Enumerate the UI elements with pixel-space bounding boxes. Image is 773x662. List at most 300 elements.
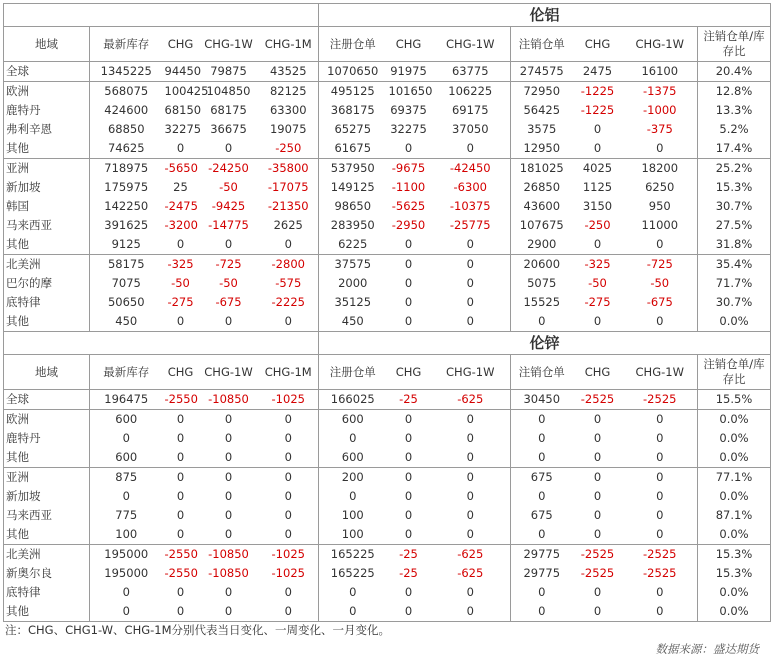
table-cell: 0	[623, 468, 698, 488]
table-cell: 0	[593, 431, 602, 445]
table-cell: 71.7%	[698, 274, 771, 293]
table-cell: 15.3%	[698, 178, 771, 197]
table-cell: -50	[588, 276, 607, 290]
zinc-header-row	[4, 355, 771, 390]
table-row	[4, 390, 771, 410]
table-cell: -725	[199, 255, 259, 275]
table-cell: 0	[404, 527, 413, 541]
table-cell: 391625	[104, 218, 149, 232]
table-cell: -10375	[431, 197, 511, 216]
table-cell: 675	[530, 508, 553, 522]
table-cell: 0	[538, 585, 546, 599]
table-cell: 0	[593, 508, 602, 522]
table-cell: -1225	[573, 82, 623, 102]
row-label: 韩国	[4, 197, 90, 216]
table-cell: 0.0%	[698, 602, 771, 622]
table-cell: 0	[122, 431, 130, 445]
aluminium-title-row	[4, 4, 771, 27]
table-cell: 15.3%	[698, 564, 771, 583]
table-cell: 91975	[387, 62, 431, 82]
column-header: CHG	[395, 36, 422, 51]
table-cell: 0	[199, 468, 259, 488]
table-cell: 0	[538, 450, 546, 464]
table-cell: -625	[431, 545, 511, 565]
table-cell: 0	[199, 410, 259, 430]
table-cell: 0	[176, 431, 185, 445]
table-cell: 0	[593, 585, 602, 599]
table-cell: -1025	[259, 390, 319, 410]
table-cell: 0	[593, 527, 602, 541]
table-cell: 100	[341, 527, 364, 541]
table-cell: -725	[623, 255, 698, 275]
table-cell: 0	[176, 141, 185, 155]
table-cell: 0.0%	[698, 312, 771, 332]
table-cell: 0	[224, 489, 233, 503]
table-cell: 9125	[111, 237, 141, 251]
table-row	[4, 62, 771, 82]
table-cell: 0	[176, 508, 185, 522]
table-cell: 0	[573, 602, 623, 622]
table-cell: -2550	[163, 545, 199, 565]
column-header: CHG	[167, 36, 194, 51]
table-cell: 2900	[527, 237, 557, 251]
table-cell: 3150	[582, 199, 613, 213]
table-cell: 61675	[334, 141, 372, 155]
table-cell: 94450	[163, 62, 199, 82]
table-cell: 0	[511, 410, 573, 430]
table-cell: 0	[259, 487, 319, 506]
row-label: 亚洲	[4, 159, 90, 179]
table-cell: -2950	[391, 218, 426, 232]
table-row	[4, 120, 771, 139]
column-header: CHG-1W	[623, 355, 698, 390]
table-cell: 0	[349, 489, 357, 503]
table-cell: -325	[163, 255, 199, 275]
column-header: CHG-1M	[259, 355, 319, 390]
table-cell: 0	[122, 489, 130, 503]
row-label: 巴尔的摩	[4, 274, 90, 293]
table-cell: 165225	[330, 566, 375, 580]
aluminium-header-row	[4, 27, 771, 62]
row-label: 鹿特丹	[4, 429, 90, 448]
data-source: 数据来源：盛达期货	[655, 642, 759, 656]
table-cell: 31.8%	[698, 235, 771, 255]
table-cell: 37050	[431, 120, 511, 139]
table-cell: 196475	[90, 390, 163, 410]
table-cell: -1375	[623, 82, 698, 102]
table-cell: 0	[163, 410, 199, 430]
table-cell: 0	[259, 468, 319, 488]
table-cell: 69175	[431, 101, 511, 120]
table-cell: 30.7%	[698, 293, 771, 312]
table-cell: 0	[199, 602, 259, 622]
table-cell: 74625	[107, 141, 145, 155]
table-cell: 100425	[163, 82, 199, 102]
table-cell: 0	[122, 585, 130, 599]
table-cell: 0	[431, 274, 511, 293]
table-cell: 0	[593, 489, 602, 503]
table-cell: 0	[431, 506, 511, 525]
table-cell: -1100	[391, 180, 426, 194]
column-header: 注销仓单/库存比	[698, 355, 771, 390]
row-label: 底特律	[4, 293, 90, 312]
table-cell: 0	[431, 468, 511, 488]
table-cell: 0	[593, 141, 602, 155]
table-cell: 0	[623, 429, 698, 448]
table-cell: 0	[404, 489, 413, 503]
table-cell: 600	[341, 450, 364, 464]
table-cell: 495125	[319, 82, 387, 102]
table-cell: -2550	[163, 390, 199, 410]
row-label: 新加坡	[4, 178, 90, 197]
table-row	[4, 448, 771, 468]
row-label: 其他	[4, 448, 90, 468]
table-cell: 68150	[164, 103, 202, 117]
column-header: 注销仓单	[518, 364, 565, 379]
table-cell: -1225	[580, 103, 615, 117]
table-row	[4, 274, 771, 293]
table-cell: 283950	[330, 218, 375, 232]
table-cell: 0	[387, 255, 431, 275]
table-cell: 0	[176, 450, 185, 464]
table-cell: 537950	[319, 159, 387, 179]
row-label: 其他	[4, 602, 90, 622]
table-cell: -17075	[259, 178, 319, 197]
table-cell: 106225	[431, 82, 511, 102]
table-cell: 68850	[107, 122, 145, 136]
table-cell: 2625	[259, 216, 319, 235]
row-label: 亚洲	[4, 468, 90, 488]
table-cell: 0	[623, 583, 698, 602]
table-cell: 0	[431, 583, 511, 602]
table-cell: -275	[167, 295, 194, 309]
table-row	[4, 429, 771, 448]
table-cell: 600	[115, 450, 138, 464]
table-cell: 0	[573, 410, 623, 430]
table-cell: 27.5%	[698, 216, 771, 235]
table-cell: 775	[115, 508, 138, 522]
table-cell: -2225	[259, 293, 319, 312]
table-cell: 0	[259, 506, 319, 525]
table-cell: 107675	[519, 218, 564, 232]
table-cell: 29775	[511, 545, 573, 565]
table-cell: 175975	[104, 180, 149, 194]
table-cell: 1070650	[319, 62, 387, 82]
table-cell: 35125	[334, 295, 372, 309]
table-cell: 450	[90, 312, 163, 332]
table-cell: 0	[623, 487, 698, 506]
table-cell: 56425	[523, 103, 561, 117]
table-cell: -25	[387, 390, 431, 410]
table-cell: 69375	[390, 103, 427, 117]
table-cell: 32275	[164, 122, 202, 136]
table-cell: 0	[259, 312, 319, 332]
table-cell: 0	[404, 431, 413, 445]
table-cell: 718975	[90, 159, 163, 179]
row-label: 鹿特丹	[4, 101, 90, 120]
column-header: 注册仓单	[329, 364, 376, 379]
column-header: CHG-1W	[431, 27, 511, 62]
row-label: 北美洲	[4, 545, 90, 565]
table-cell: 0	[90, 602, 163, 622]
table-cell: 0	[623, 312, 698, 332]
table-cell: 0.0%	[698, 583, 771, 602]
table-row	[4, 255, 771, 275]
table-cell: 11000	[623, 216, 698, 235]
table-cell: 0	[387, 468, 431, 488]
table-cell: 0	[163, 468, 199, 488]
table-cell: 26850	[523, 180, 561, 194]
table-cell: 0	[224, 237, 233, 251]
table-row	[4, 235, 771, 255]
table-cell: 2000	[338, 276, 368, 290]
table-cell: -625	[431, 564, 511, 583]
table-cell: 68175	[210, 103, 247, 117]
table-row	[4, 197, 771, 216]
table-cell: 0	[593, 237, 602, 251]
table-row	[4, 139, 771, 159]
table-row	[4, 506, 771, 525]
table-cell: -1025	[259, 545, 319, 565]
table-cell: 0	[593, 122, 602, 136]
table-cell: 0	[431, 429, 511, 448]
table-cell: 18200	[623, 159, 698, 179]
table-cell: 142250	[104, 199, 149, 213]
table-cell: 16100	[623, 62, 698, 82]
table-cell: -275	[584, 295, 611, 309]
table-cell: -1025	[259, 564, 319, 583]
table-cell: -2525	[623, 564, 698, 583]
table-cell: 0	[259, 583, 319, 602]
table-cell: -25	[399, 566, 418, 580]
column-header: 地域	[4, 355, 90, 390]
lme-inventory-table	[3, 3, 771, 622]
table-cell: 450	[319, 312, 387, 332]
column-header: 地域	[4, 27, 90, 62]
table-cell: -10850	[199, 390, 259, 410]
table-cell: 368175	[330, 103, 375, 117]
table-cell: 0	[387, 312, 431, 332]
table-row	[4, 178, 771, 197]
table-cell: 0	[259, 429, 319, 448]
column-header: 最新库存	[103, 36, 150, 51]
table-cell: 0.0%	[698, 429, 771, 448]
table-row	[4, 564, 771, 583]
table-cell: 0	[431, 293, 511, 312]
table-cell: 0	[431, 448, 511, 468]
table-cell: 43600	[523, 199, 561, 213]
table-cell: -250	[259, 139, 319, 159]
table-cell: 0	[199, 312, 259, 332]
table-cell: 15.3%	[698, 545, 771, 565]
table-cell: -2525	[580, 566, 615, 580]
table-cell: 0	[259, 525, 319, 545]
row-label: 弗利辛恩	[4, 120, 90, 139]
table-cell: 0.0%	[698, 525, 771, 545]
table-cell: -375	[623, 120, 698, 139]
table-cell: 0	[538, 489, 546, 503]
table-row	[4, 159, 771, 179]
table-cell: 0.0%	[698, 448, 771, 468]
table-cell: -2525	[573, 390, 623, 410]
table-cell: 1125	[582, 180, 613, 194]
table-cell: 0	[431, 235, 511, 255]
table-cell: 200	[319, 468, 387, 488]
column-header: CHG-1W	[623, 27, 698, 62]
row-label: 其他	[4, 525, 90, 545]
table-cell: 17.4%	[698, 139, 771, 159]
table-cell: 15525	[523, 295, 561, 309]
table-cell: 195000	[104, 566, 149, 580]
table-cell: 0	[431, 139, 511, 159]
table-cell: 0	[259, 410, 319, 430]
table-cell: -35800	[259, 159, 319, 179]
table-cell: 0	[224, 431, 233, 445]
table-cell: 63775	[431, 62, 511, 82]
table-cell: 6225	[338, 237, 368, 251]
row-label: 其他	[4, 235, 90, 255]
column-header: CHG-1W	[431, 355, 511, 390]
table-cell: 0	[431, 312, 511, 332]
table-cell: -675	[623, 293, 698, 312]
table-cell: 0	[623, 448, 698, 468]
table-cell: 0	[431, 255, 511, 275]
table-cell: -5625	[391, 199, 426, 213]
table-cell: 600	[90, 410, 163, 430]
table-cell: 0	[431, 602, 511, 622]
table-cell: 101650	[387, 82, 431, 102]
table-row	[4, 525, 771, 545]
table-row	[4, 410, 771, 430]
row-label: 新加坡	[4, 487, 90, 506]
table-cell: 63300	[259, 101, 319, 120]
column-header: CHG	[584, 364, 611, 379]
table-cell: 5.2%	[698, 120, 771, 139]
table-cell: 0.0%	[698, 410, 771, 430]
table-cell: -42450	[431, 159, 511, 179]
table-cell: -2550	[164, 566, 198, 580]
table-cell: -5650	[163, 159, 199, 179]
table-cell: 0	[224, 141, 233, 155]
table-cell: 0	[538, 527, 546, 541]
column-header: CHG-1M	[259, 27, 319, 62]
table-cell: -3200	[164, 218, 198, 232]
table-cell: 12950	[523, 141, 561, 155]
table-cell: -50	[623, 274, 698, 293]
table-cell: 87.1%	[698, 506, 771, 525]
table-cell: -25775	[431, 216, 511, 235]
table-cell: 0	[404, 585, 413, 599]
column-header: CHG-1W	[204, 364, 253, 379]
table-cell: -14775	[208, 218, 249, 232]
table-cell: 568075	[90, 82, 163, 102]
table-cell: 675	[511, 468, 573, 488]
table-cell: 875	[90, 468, 163, 488]
table-cell: 0	[224, 585, 233, 599]
table-row	[4, 602, 771, 622]
row-label: 其他	[4, 312, 90, 332]
column-header: 最新库存	[103, 364, 150, 379]
table-cell: 0	[623, 602, 698, 622]
table-cell: 35.4%	[698, 255, 771, 275]
table-cell: 32275	[390, 122, 427, 136]
table-cell: 30.7%	[698, 197, 771, 216]
title-spacer	[4, 332, 319, 355]
table-cell: 0	[387, 602, 431, 622]
row-label: 全球	[4, 390, 90, 410]
table-cell: 0	[387, 410, 431, 430]
table-cell: 43525	[259, 62, 319, 82]
table-cell: 104850	[199, 82, 259, 102]
table-cell: 79875	[199, 62, 259, 82]
row-label: 欧洲	[4, 410, 90, 430]
table-cell: -325	[573, 255, 623, 275]
table-cell: 20.4%	[698, 62, 771, 82]
table-cell: 0	[224, 508, 233, 522]
table-cell: 195000	[90, 545, 163, 565]
table-cell: 0	[319, 602, 387, 622]
table-cell: 0	[431, 487, 511, 506]
table-cell: 0	[404, 295, 413, 309]
table-cell: 166025	[319, 390, 387, 410]
table-cell: 0	[623, 410, 698, 430]
table-cell: 0	[623, 506, 698, 525]
table-cell: 58175	[90, 255, 163, 275]
table-cell: 7075	[111, 276, 141, 290]
table-row	[4, 487, 771, 506]
table-cell: 4025	[573, 159, 623, 179]
table-row	[4, 216, 771, 235]
table-cell: 0	[259, 235, 319, 255]
table-cell: 25	[173, 180, 188, 194]
table-cell: -675	[215, 295, 242, 309]
table-cell: 0	[259, 602, 319, 622]
table-cell: 0	[623, 525, 698, 545]
table-cell: 19075	[259, 120, 319, 139]
table-cell: 0	[511, 312, 573, 332]
table-cell: -10850	[199, 545, 259, 565]
footnote: 注：CHG、CHG1-W、CHG-1M分别代表当日变化、一周变化、一月变化。	[5, 623, 391, 637]
table-cell: 0	[431, 525, 511, 545]
table-cell: -1000	[623, 101, 698, 120]
table-cell: -250	[584, 218, 611, 232]
table-cell: 0	[259, 448, 319, 468]
table-cell: -25	[387, 545, 431, 565]
table-cell: 1345225	[90, 62, 163, 82]
table-cell: -24250	[199, 159, 259, 179]
row-label: 新奥尔良	[4, 564, 90, 583]
table-cell: 950	[623, 197, 698, 216]
table-cell: 2475	[573, 62, 623, 82]
table-cell: -575	[259, 274, 319, 293]
table-cell: 0	[573, 468, 623, 488]
row-label: 马来西亚	[4, 216, 90, 235]
table-cell: 0	[404, 276, 413, 290]
table-cell: -50	[219, 276, 238, 290]
table-cell: 12.8%	[698, 82, 771, 102]
table-cell: 0	[623, 235, 698, 255]
table-cell: 0	[224, 527, 233, 541]
table-cell: 0	[349, 431, 357, 445]
table-cell: 0	[404, 141, 413, 155]
table-cell: 0	[623, 139, 698, 159]
table-cell: 36675	[210, 122, 247, 136]
table-cell: 0.0%	[698, 487, 771, 506]
table-cell: 165225	[319, 545, 387, 565]
column-header: 注销仓单	[518, 36, 565, 51]
row-label: 底特律	[4, 583, 90, 602]
table-cell: 0	[176, 585, 185, 599]
